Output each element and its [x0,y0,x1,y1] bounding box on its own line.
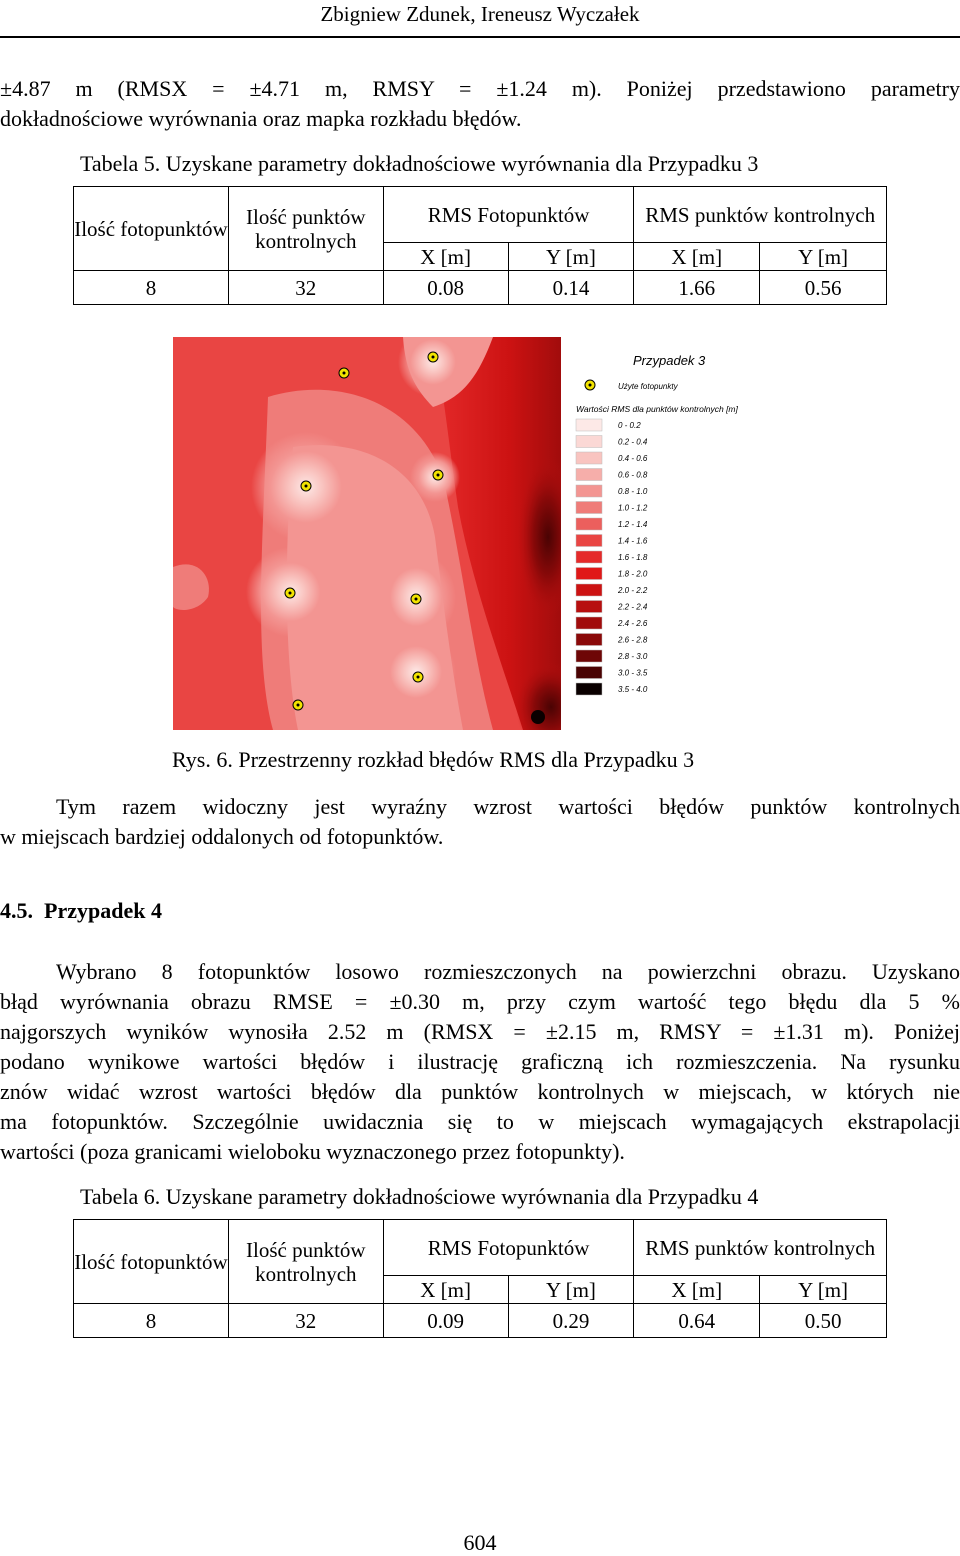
legend-swatch [576,568,602,580]
photopoint-dot [297,704,300,707]
legend [561,337,788,730]
text-line: Tym razem widoczny jest wyraźny wzrost wartości błędów punktów kontrolnych [56,794,960,819]
table6-header-photopoints: Ilość fotopunktów [74,1220,229,1304]
photopoint-dot [432,356,435,359]
table5-cell: 0.08 [383,271,508,305]
legend-class-label: 3.5 - 4.0 [618,685,648,694]
text-line: najgorszych wyników wynosiła 2.52 m (RMSX = ±2.15 m, RMSY = ±1.31 m). Poniżej [0,1019,960,1044]
table6-cell: 0.09 [383,1304,508,1338]
legend-swatch [576,683,602,695]
paragraph-intro [0,74,960,134]
legend-swatch [576,601,602,613]
table6-header-checkpoints: Ilość punktów kontrolnych [228,1220,383,1304]
legend-class-label: 0.8 - 1.0 [618,487,648,496]
legend-class-label: 1.4 - 1.6 [618,536,648,546]
text-line: dokładnościowe wyrównania oraz mapka rozkładu błędów. [0,106,522,131]
legend-swatch [576,617,602,629]
legend-class-label: 1.0 - 1.2 [618,503,648,513]
legend-swatch [576,634,602,646]
text-line: wartości (poza granicami wieloboku wyznaczonego przez fotopunkty). [0,1139,625,1164]
text-line: ±4.87 m (RMSX = ±4.71 m, RMSY = ±1.24 m). Poniżej przedstawiono parametry [0,76,960,101]
legend-class-label: 0.2 - 0.4 [618,437,648,447]
photopoint-dot [343,372,346,375]
section-heading [0,898,162,924]
table5-subheader: Y [m] [760,243,887,271]
table6 [73,1219,887,1338]
table6-header-rms-photopoints: RMS Fotopunktów [383,1220,634,1276]
table5-cell: 0.56 [760,271,887,305]
table6-subheader: X [m] [383,1276,508,1304]
table5-header-rms-checkpoints: RMS punktów kontrolnych [634,187,887,243]
text-line: ma fotopunktów. Szczególnie uwidacznia się to w miejscach wymagających ekstrapolacji [0,1109,960,1134]
legend-swatch [576,419,602,431]
legend-class-label: 0 - 0.2 [618,421,641,430]
table6-cell: 0.29 [508,1304,634,1338]
legend-class-label: 2.0 - 2.2 [618,586,648,595]
photopoint-dot [415,598,418,601]
legend-points-label: Użyte fotopunkty [618,382,678,391]
table5-subheader: X [m] [634,243,760,271]
figure6-caption: Rys. 6. Przestrzenny rozkład błędów RMS dla Przypadku 3 [172,747,695,772]
text-line: podano wynikowe wartości błędów i ilustrację graficzną ich rozmieszczenia. Na rysunku [0,1049,960,1074]
legend-class-label: 0.4 - 0.6 [618,454,648,463]
legend-swatch [576,535,602,547]
table5-caption: Tabela 5. Uzyskane parametry dokładnościowe wyrównania dla Przypadku 3 [80,151,759,176]
section-title: Przypadek 4 [44,898,162,923]
table5-cell: 8 [74,271,229,305]
table5-cell: 32 [228,271,383,305]
table5-header-photopoints: Ilość fotopunktów [74,187,229,271]
legend-class-label: 0.6 - 0.8 [618,470,648,480]
table6-header-rms-checkpoints: RMS punktów kontrolnych [634,1220,887,1276]
legend-title: Przypadek 3 [633,353,706,368]
table5-cell: 1.66 [634,271,760,305]
photopoint-dot [305,485,308,488]
legend-swatch [576,518,602,530]
legend-class-label: 1.6 - 1.8 [618,553,648,562]
text-line: Wybrano 8 fotopunktów losowo rozmieszczonych na powierzchni obrazu. Uzyskano [56,959,960,984]
text-line: błąd wyrównania obrazu RMSE = ±0.30 m, przy czym wartość tego błędu dla 5 % [0,989,960,1014]
table5-subheader: Y [m] [508,243,634,271]
table6-cell: 8 [74,1304,229,1338]
legend-swatch [576,650,602,662]
legend-class-label: 2.6 - 2.8 [618,635,648,645]
legend-class-label: 2.4 - 2.6 [618,619,648,628]
table5-header-rms-photopoints: RMS Fotopunktów [383,187,634,243]
legend-swatch [576,551,602,563]
legend-swatch [576,667,602,679]
page-number: 604 [463,1530,497,1555]
legend-class-label: 1.2 - 1.4 [618,520,648,529]
paragraph-case3-comment [0,792,960,852]
legend-swatch [576,502,602,514]
table6-cell: 0.50 [760,1304,887,1338]
table6-cell: 32 [228,1304,383,1338]
text-line: znów widać wzrost wartości błędów dla punktów kontrolnych w miejscach, w których nie [0,1079,960,1104]
rms-map-svg [173,337,788,730]
table6-subheader: Y [m] [760,1276,887,1304]
running-header [0,0,960,38]
text-line: w miejscach bardziej oddalonych od fotopunktów. [0,824,444,849]
legend-swatch [576,485,602,497]
table6-subheader: Y [m] [508,1276,634,1304]
table5-header-checkpoints: Ilość punktów kontrolnych [228,187,383,271]
photopoint-dot [437,474,440,477]
table5-subheader: X [m] [383,243,508,271]
header-authors: Zbigniew Zdunek, Ireneusz Wyczałek [320,2,640,26]
legend-values-title: Wartości RMS dla punktów kontrolnych [m] [576,404,738,414]
table6-cell: 0.64 [634,1304,760,1338]
legend-swatch [576,469,602,481]
legend-class-label: 2.8 - 3.0 [618,652,648,661]
section-number: 4.5. [0,898,33,923]
legend-swatch [576,436,602,448]
legend-swatch [576,452,602,464]
photopoint-dot [417,676,420,679]
table5 [73,186,887,305]
paragraph-case4 [0,957,960,1167]
figure-rms-map [173,337,788,730]
legend-swatch [576,584,602,596]
table6-caption: Tabela 6. Uzyskane parametry dokładnościowe wyrównania dla Przypadku 4 [80,1184,759,1209]
table6-subheader: X [m] [634,1276,760,1304]
legend-class-label: 2.2 - 2.4 [618,602,648,612]
error-surface [173,337,586,730]
table5-cell: 0.14 [508,271,634,305]
legend-class-label: 1.8 - 2.0 [618,569,648,579]
legend-class-label: 3.0 - 3.5 [618,668,648,678]
photopoint-dot [289,592,292,595]
